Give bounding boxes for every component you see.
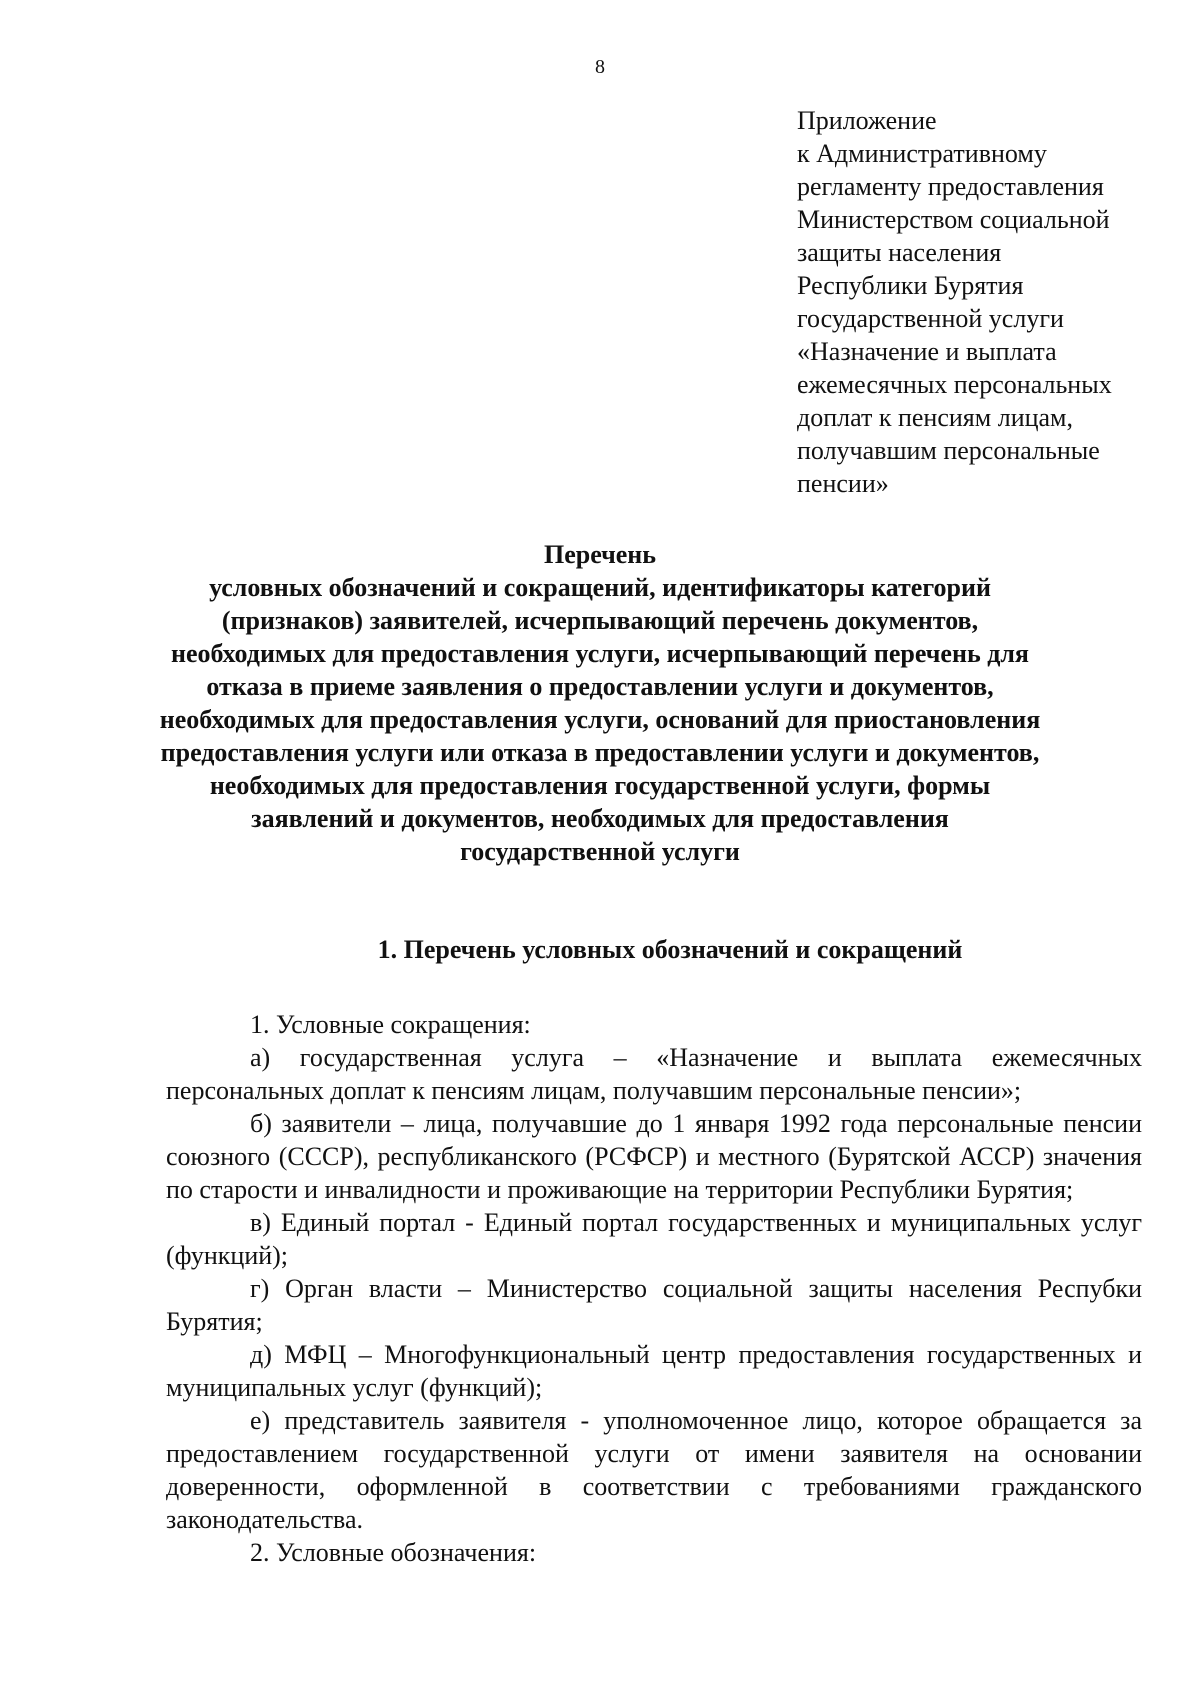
appendix-line: государственной услуги (797, 304, 1064, 333)
title-line: заявлений и документов, необходимых для предоставления (251, 804, 949, 833)
paragraph: б) заявители – лица, получавшие до 1 января 1992 года персональные пенсии союзного (СССР), республиканского (РСФСР) и местного (Бурятской АССР) значения по старости и инвалидности и проживающие на территории Республики Бурятия; (166, 1109, 1142, 1204)
title-line: государственной услуги (460, 837, 740, 866)
appendix-line: ежемесячных персональных (797, 370, 1112, 399)
title-line: предоставления услуги или отказа в предоставлении услуги и документов, (160, 738, 1040, 767)
title-line: (признаков) заявителей, исчерпывающий перечень документов, (221, 606, 979, 635)
appendix-line: доплат к пенсиям лицам, (797, 403, 1074, 432)
body-text (166, 1008, 1142, 1569)
paragraph: д) МФЦ – Многофункциональный центр предоставления государственных и муниципальных услуг (функций); (166, 1340, 1142, 1402)
document-title (120, 538, 1080, 868)
appendix-line: защиты населения (797, 238, 1002, 267)
paragraph: г) Орган власти – Министерство социальной защиты населения Респубки Бурятия; (166, 1274, 1142, 1336)
appendix-line: Министерством социальной (797, 205, 1110, 234)
appendix-line: Приложение (797, 106, 937, 135)
appendix-line: регламенту предоставления (797, 172, 1104, 201)
title-line: Перечень (543, 540, 657, 569)
paragraph: в) Единый портал - Единый портал государственных и муниципальных услуг (функций); (166, 1208, 1142, 1270)
paragraph: 2. Условные обозначения: (250, 1538, 537, 1567)
page-number: 8 (595, 56, 605, 78)
paragraph: 1. Условные сокращения: (250, 1010, 531, 1039)
title-line: необходимых для предоставления государственной услуги, формы (209, 771, 991, 800)
section-heading: 1. Перечень условных обозначений и сокращений (377, 935, 963, 964)
appendix-line: пенсии» (797, 469, 889, 498)
title-line: отказа в приеме заявления о предоставлении услуги и документов, (206, 672, 994, 701)
title-line: необходимых для предоставления услуги, оснований для приостановления (159, 705, 1041, 734)
appendix-line: «Назначение и выплата (797, 337, 1057, 366)
paragraph: е) представитель заявителя - уполномоченное лицо, которое обращается за предоставлением государственной услуги от имени заявителя на основании доверенности, оформленной в соответствии с требованиями гражданского законодательства. (166, 1406, 1142, 1534)
appendix-block (797, 104, 1177, 500)
title-line: необходимых для предоставления услуги, исчерпывающий перечень для (171, 639, 1029, 668)
appendix-line: получавшим персональные (797, 436, 1100, 465)
appendix-line: к Административному (797, 139, 1047, 168)
paragraph: а) государственная услуга – «Назначение и выплата ежемесячных персональных доплат к пенсиям лицам, получавшим персональные пенсии»; (166, 1043, 1142, 1105)
appendix-line: Республики Бурятия (797, 271, 1024, 300)
title-line: условных обозначений и сокращений, идентификаторы категорий (209, 573, 991, 602)
